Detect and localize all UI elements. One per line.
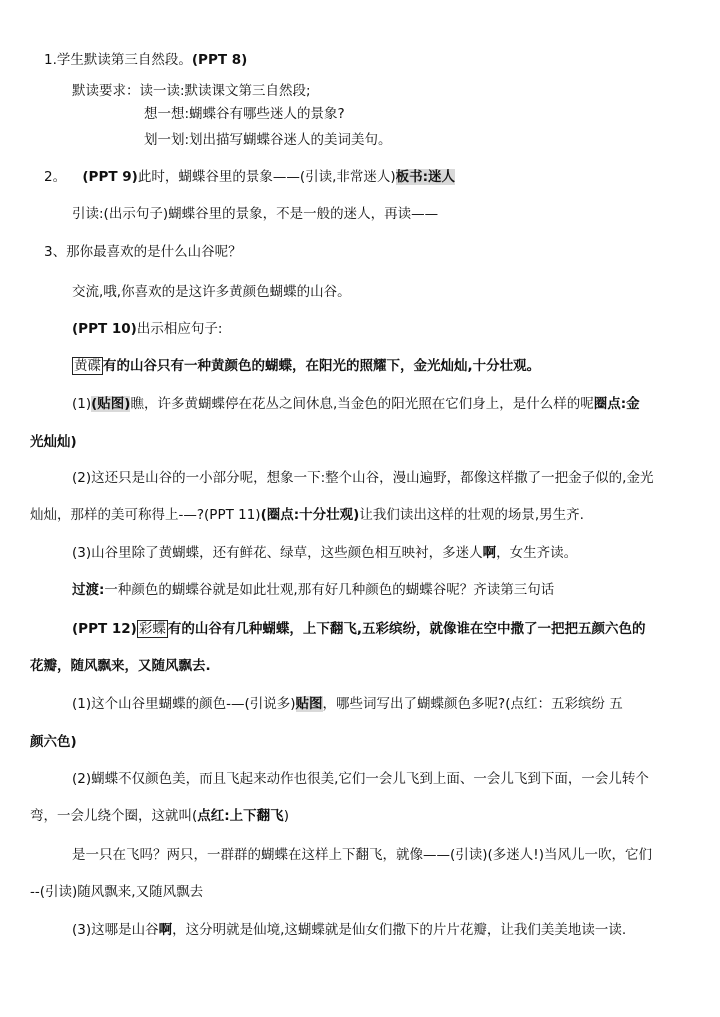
line-text: 弯，一会儿绕个圈，这就叫( xyxy=(30,808,198,824)
section-text: 学生默读第三自然段。 xyxy=(56,52,192,68)
point-2-line-2 xyxy=(30,505,584,525)
yellow-butterfly-sentence xyxy=(72,356,540,376)
paste-picture-tag: (贴图) xyxy=(91,396,131,412)
boxed-word: 彩蝶 xyxy=(138,621,166,637)
requirement-mark: 划一划:划出描写蝴蝶谷迷人的美词美句。 xyxy=(144,132,392,148)
guided-reading: 引读:(出示句子)蝴蝶谷里的景象，不是一般的迷人，再读—— xyxy=(72,206,439,222)
section-3-heading: 3、那你最喜欢的是什么山谷呢？ xyxy=(44,244,242,260)
emphasis-word: 啊 xyxy=(158,922,173,938)
sentence-text: 有的山谷只有一种黄颜色的蝴蝶，在阳光的照耀下，金光灿灿,十分壮观。 xyxy=(103,358,541,374)
reading-requirement xyxy=(72,81,311,101)
point-3 xyxy=(72,543,577,563)
section-text: 此时，蝴蝶谷里的景象——(引读,非常迷人) xyxy=(137,169,396,185)
board-writing: 板书:迷人 xyxy=(395,169,456,185)
circle-mark: 圈点:金 xyxy=(593,396,640,412)
point-1-continued: 光灿灿) xyxy=(30,434,77,450)
colorful-butterfly-sentence-continued: 花瓣，随风飘来，又随风飘去. xyxy=(30,658,211,674)
red-mark: 点红:上下翻飞 xyxy=(197,808,284,824)
section-number: 2。 xyxy=(44,169,67,185)
section-number: 1. xyxy=(44,52,57,68)
ppt10-line xyxy=(72,319,222,339)
ppt-reference: (PPT 12) xyxy=(72,621,137,637)
ppt-reference: (PPT 10) xyxy=(72,321,137,337)
paragraph-line-1: 是一只在飞吗？两只，一群群的蝴蝶在这样上下翻飞，就像——(引读)(多迷人!)当风儿一吹，它们 xyxy=(72,847,652,863)
question-text: (1)这个山谷里蝴蝶的颜色-—(引说多) xyxy=(72,696,296,712)
question-2-line-2 xyxy=(30,806,289,826)
ppt-reference: (PPT 8) xyxy=(191,52,248,68)
section-1-heading xyxy=(44,50,247,70)
point-text: (3)山谷里除了黄蝴蝶，还有鲜花、绿草，这些颜色相互映衬，多迷人 xyxy=(72,545,483,561)
point-1 xyxy=(72,394,640,414)
emphasis-word: 啊 xyxy=(482,545,497,561)
ppt-reference: (PPT 9) xyxy=(82,169,138,185)
question-text: ，哪些词写出了蝴蝶颜色多呢?(点红：五彩缤纷 五 xyxy=(322,696,623,712)
transition-text: 一种颜色的蝴蝶谷就是如此壮观,那有好几种颜色的蝴蝶谷呢？齐读第三句话 xyxy=(104,582,555,598)
question-1 xyxy=(72,694,623,714)
question-2-line-1: (2)蝴蝶不仅颜色美，而且飞起来动作也很美,它们一会儿飞到上面、一会儿飞到下面，一会儿转个 xyxy=(72,771,649,787)
point-text: ，女生齐读。 xyxy=(496,545,578,561)
question-text: (3)这哪是山谷 xyxy=(72,922,159,938)
circle-mark: (圈点:十分壮观) xyxy=(260,507,360,523)
paste-picture-tag: 贴图 xyxy=(295,696,323,712)
requirement-label: 默读要求： xyxy=(72,83,140,99)
requirement-read: 读一读:默读课文第三自然段; xyxy=(139,83,311,99)
paragraph-line-2: --(引读)随风飘来,又随风飘去 xyxy=(30,884,204,900)
line-text: 出示相应句子: xyxy=(136,321,223,337)
point-2-line-1: (2)这还只是山谷的一小部分呢，想象一下:整个山谷，漫山遍野，都像这样撒了一把金子似的,金光 xyxy=(72,470,654,486)
point-number: (1) xyxy=(72,396,92,412)
question-text: ，这分明就是仙境,这蝴蝶就是仙女们撒下的片片花瓣，让我们美美地读一读. xyxy=(172,922,627,938)
section-2-heading xyxy=(44,167,455,187)
line-text: 灿灿，那样的美可称得上-—?(PPT 11) xyxy=(30,507,261,523)
point-text: 瞧，许多黄蝴蝶停在花丛之间休息,当金色的阳光照在它们身上，是什么样的呢 xyxy=(130,396,594,412)
boxed-word: 黄碟 xyxy=(74,358,101,374)
line-text: ) xyxy=(283,808,289,824)
question-1-continued: 颜六色) xyxy=(30,734,77,750)
question-3 xyxy=(72,920,626,940)
sentence-text: 有的山谷有几种蝴蝶，上下翻飞,五彩缤纷，就像谁在空中撒了一把把五颜六色的 xyxy=(167,621,646,637)
exchange-paragraph: 交流,哦,你喜欢的是这许多黄颜色蝴蝶的山谷。 xyxy=(72,284,351,300)
transition-label: 过渡: xyxy=(72,582,105,598)
colorful-butterfly-sentence xyxy=(72,619,645,639)
line-text: 让我们读出这样的壮观的场景,男生齐. xyxy=(359,507,584,523)
transition-line xyxy=(72,580,554,600)
requirement-think: 想一想:蝴蝶谷有哪些迷人的景象? xyxy=(144,106,345,122)
